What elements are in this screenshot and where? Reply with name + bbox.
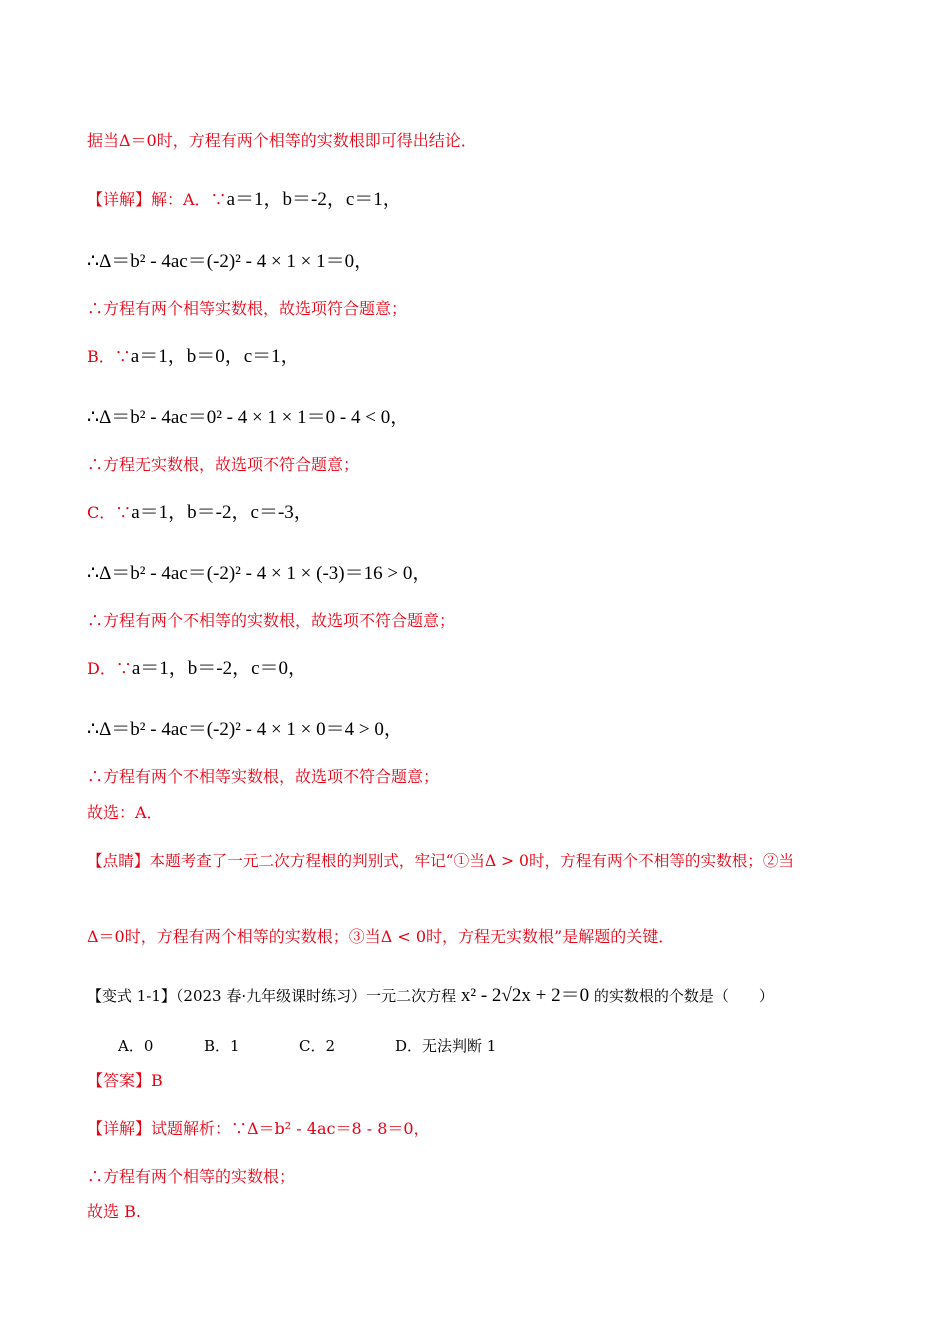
choice-d: D．无法判断 1 xyxy=(395,1037,497,1055)
text-line: ∴方程有两个不相等的实数根，故选项不符合题意； xyxy=(87,611,456,630)
choice-a: A．0 xyxy=(118,1037,154,1055)
math-text: a＝1，b＝-2，c＝0， xyxy=(131,658,308,679)
variant-conclusion: ∴方程有两个相等的实数根； xyxy=(87,1167,296,1186)
math-line: ∴Δ＝b² - 4ac＝(-2)² - 4 × 1 × 0＝4 > 0， xyxy=(87,719,403,740)
option-d-line xyxy=(87,658,307,680)
choice-b: B．1 xyxy=(204,1037,240,1055)
math-text: a＝1，b＝-2，c＝1， xyxy=(226,189,402,210)
text-line: ∴方程有两个不相等实数根，故选项不符合题意； xyxy=(87,767,440,786)
variant-question xyxy=(87,985,774,1007)
option-tag: C．∵ xyxy=(87,503,132,522)
variant-final: 故选 B. xyxy=(87,1202,141,1221)
option-b-line xyxy=(87,346,300,368)
choices-row xyxy=(118,1035,496,1057)
option-tag: D．∵ xyxy=(87,659,132,678)
variant-prefix: 【变式 1-1】（2023 春·九年级课时练习）一元二次方程 xyxy=(87,987,461,1005)
key-point-line-2: Δ＝0时，方程有两个相等的实数根；③当Δ < 0时，方程无实数根”是解题的关键． xyxy=(87,927,675,946)
math-text: a＝1，b＝0，c＝1， xyxy=(130,346,300,367)
math-line: ∴Δ＝b² - 4ac＝(-2)² - 4 × 1 × 1＝0， xyxy=(87,251,374,272)
option-c-line xyxy=(87,502,313,524)
detail-tag: 【详解】解：A．∵ xyxy=(87,190,227,209)
text-line: ∴方程无实数根，故选项不符合题意； xyxy=(87,455,360,474)
text-line: 故选：A． xyxy=(87,803,163,822)
variant-suffix: 的实数根的个数是（ ） xyxy=(589,987,774,1005)
math-line: ∴Δ＝b² - 4ac＝(-2)² - 4 × 1 × (-3)＝16 > 0， xyxy=(87,563,432,584)
text-line: ∴方程有两个相等实数根，故选项符合题意； xyxy=(87,299,408,318)
choice-c: C．2 xyxy=(299,1037,336,1055)
math-text: a＝1，b＝-2，c＝-3， xyxy=(131,502,313,523)
key-point-line: 【点睛】本题考查了一元二次方程根的判别式，牢记“①当Δ > 0时，方程有两个不相等的实数根；②当 xyxy=(87,852,795,870)
math-line: ∴Δ＝b² - 4ac＝0² - 4 × 1 × 1＝0 - 4 < 0， xyxy=(87,407,410,428)
text-line: 据当Δ＝0时，方程有两个相等的实数根即可得出结论． xyxy=(87,131,477,150)
answer-line: 【答案】B xyxy=(87,1071,163,1090)
variant-detail-line: 【详解】试题解析：∵Δ＝b² - 4ac＝8 - 8＝0， xyxy=(87,1119,430,1138)
detail-line-a xyxy=(87,189,402,211)
variant-equation: x² - 2√2x + 2＝0 xyxy=(460,985,590,1006)
option-tag: B．∵ xyxy=(87,347,131,366)
